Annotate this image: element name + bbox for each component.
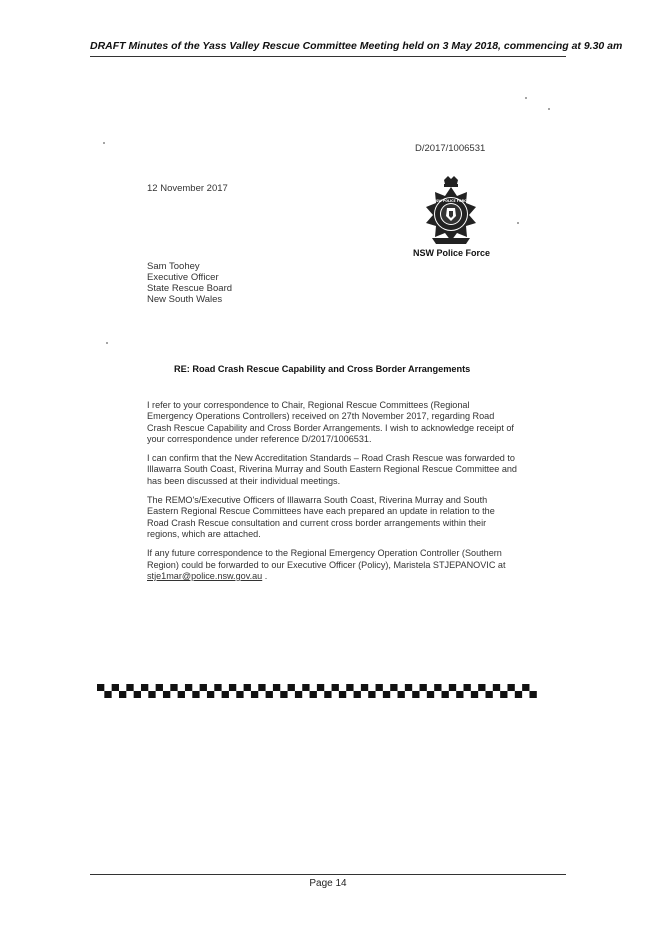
checker-cell [258,684,265,691]
recipient-address [147,261,232,305]
checker-cell [185,684,192,691]
checker-cell [420,684,427,691]
checker-cell [141,684,148,691]
checker-cell [324,691,331,698]
checker-cell [112,684,119,691]
checker-cell [266,691,273,698]
address-line: Sam Toohey [147,261,200,272]
checker-cell [500,691,507,698]
checker-cell [464,684,471,691]
checker-cell [288,684,295,691]
email-link[interactable]: stje1mar@police.nsw.gov.au [147,570,263,581]
checker-cell [442,691,449,698]
address-line: State Rescue Board [147,283,233,294]
checker-cell [310,691,317,698]
scan-speck [103,142,105,144]
body-paragraph-contact [147,548,517,582]
checker-cell [485,691,492,698]
checker-cell [207,691,214,698]
checker-cell [361,684,368,691]
checker-cell [273,684,280,691]
checker-cell [317,684,324,691]
checker-cell [427,691,434,698]
checker-cell [493,684,500,691]
checker-cell [192,691,199,698]
body-paragraph: The REMO's/Executive Officers of Illawarra South Coast, Riverina Murray and South Eastern Regional Rescue Committees have each prepared an update in relation to the Road Crash Rescue consultation and current cross border arrangements within their regions, which are attached. [147,495,495,539]
logo-label: NSW Police Force [413,248,491,258]
checker-cell [251,691,258,698]
checker-cell [156,684,163,691]
body-paragraph: I can confirm that the New Accreditation Standards – Road Crash Rescue was forwarded to Illawarra South Coast, Riverina Murray and South Eastern Regional Rescue Committee and has been discussed at their individual meetings. [147,453,517,486]
checker-cell [434,684,441,691]
checker-cell [163,691,170,698]
checker-cell [280,691,287,698]
checker-cell [456,691,463,698]
address-line: New South Wales [147,294,223,305]
address-line: Executive Officer [147,272,219,283]
checker-cell [126,684,133,691]
scan-speck [106,342,108,344]
scan-speck [517,222,519,224]
checker-cell [222,691,229,698]
checker-cell [398,691,405,698]
checker-cell [522,684,529,691]
checker-cell [368,691,375,698]
checker-cell [383,691,390,698]
police-crest-logo [422,174,480,246]
contact-end: . [264,570,268,581]
checker-cell [405,684,412,691]
checker-cell [515,691,522,698]
scan-speck [548,108,550,110]
checker-cell [376,684,383,691]
letter-date: 12 November 2017 [147,183,228,194]
body-paragraph: I refer to your correspondence to Chair, Regional Rescue Committees (Regional Emergency Operations Controllers) received on 27th November 2017, regarding Road Crash Rescue Capability and Cross Border Arrangements. I wish to acknowledge receipt of your correspondence under reference D/2017/1006531. [147,400,514,444]
checker-cell [332,684,339,691]
checker-cell [471,691,478,698]
crest-inscription: NSW POLICE FORCE [433,199,469,203]
checker-cell [302,684,309,691]
checker-cell [236,691,243,698]
checker-cell [214,684,221,691]
checkered-band [97,684,537,698]
checker-cell [97,684,104,691]
page-number: Page 14 [309,878,347,889]
checker-cell [170,684,177,691]
checker-cell [339,691,346,698]
checker-cell [200,684,207,691]
header-divider [90,56,566,57]
checker-cell [244,684,251,691]
checker-cell [507,684,514,691]
checker-cell [229,684,236,691]
checker-cell [178,691,185,698]
checker-cell [390,684,397,691]
scan-speck [525,97,527,99]
checker-cell [346,684,353,691]
checker-cell [104,691,111,698]
footer-divider [90,874,566,875]
reference-number: D/2017/1006531 [415,143,486,154]
checker-cell [148,691,155,698]
document-header: DRAFT Minutes of the Yass Valley Rescue Committee Meeting held on 3 May 2018, commencing at 9.30 am [90,40,623,52]
checker-cell [354,691,361,698]
letter-body [147,400,517,590]
checker-cell [478,684,485,691]
checker-cell [529,691,536,698]
checker-cell [295,691,302,698]
subject-line: RE: Road Crash Rescue Capability and Cross Border Arrangements [174,364,471,374]
checker-cell [134,691,141,698]
checker-cell [119,691,126,698]
contact-text: If any future correspondence to the Regional Emergency Operation Controller (Southern Region) could be forwarded to our Executive Officer (Policy), Maristela STJEPANOVIC at [147,548,506,570]
checker-cell [449,684,456,691]
checker-cell [412,691,419,698]
